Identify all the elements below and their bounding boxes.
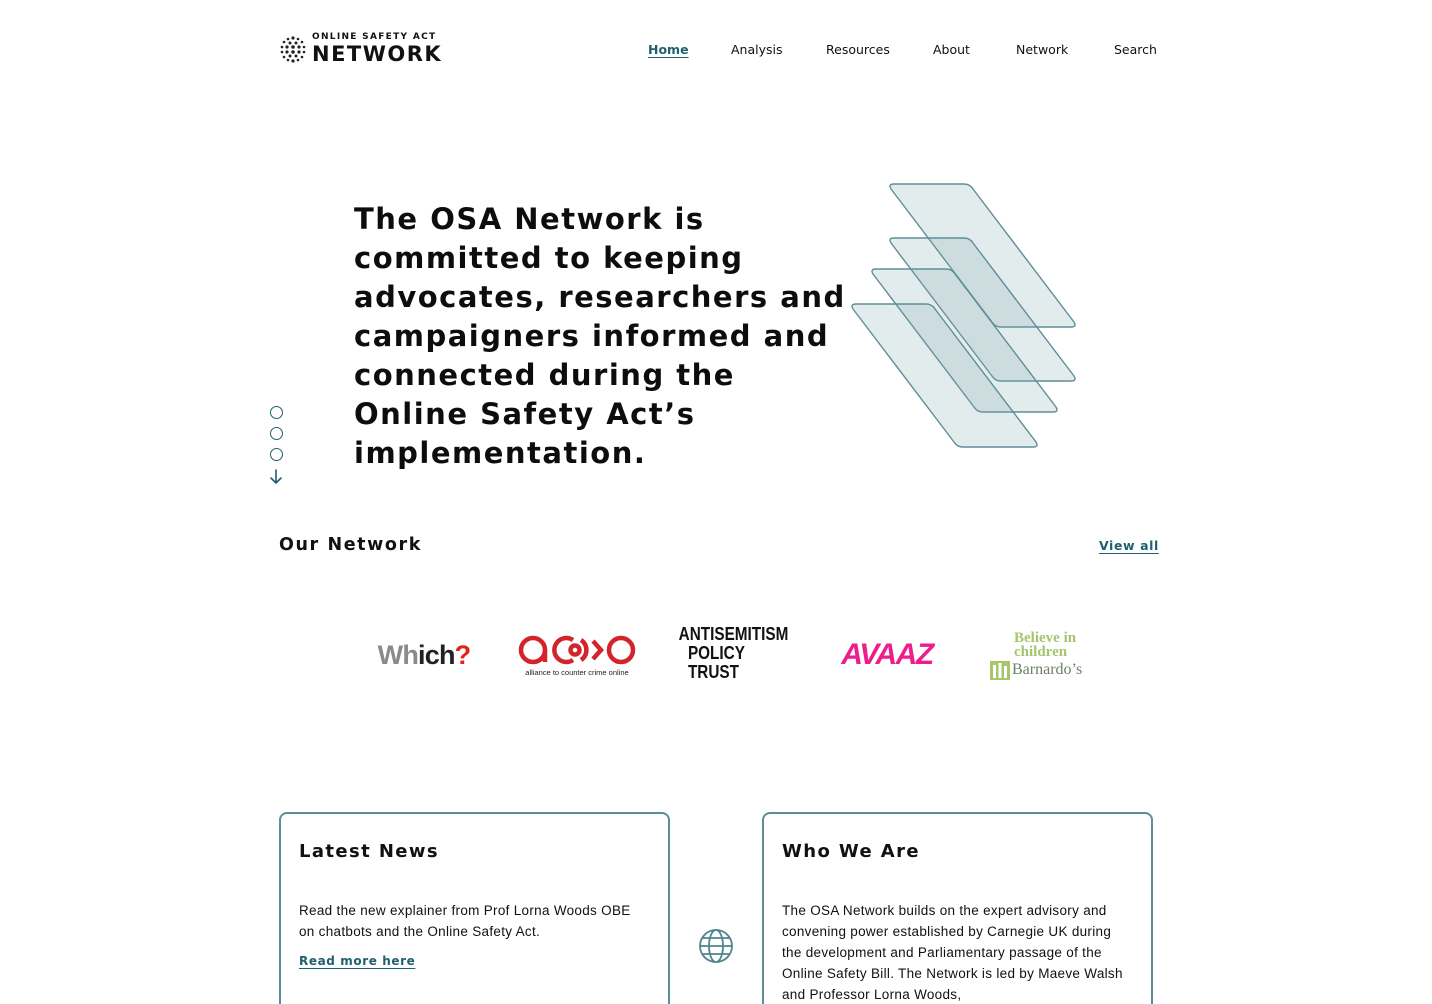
slide-pager bbox=[268, 406, 286, 485]
pager-dot-1[interactable] bbox=[270, 406, 283, 419]
partner-logos bbox=[0, 625, 1432, 685]
latest-news-title: Latest News bbox=[299, 841, 440, 862]
partner-acco-logo[interactable] bbox=[516, 625, 638, 685]
partner-apt-logo[interactable]: ANTISEMITISM POLICY TRUST bbox=[678, 624, 788, 682]
acco-tagline: alliance to counter crime online bbox=[525, 668, 629, 677]
partner-barnardos-logo[interactable]: Believe in children Barnardo’s bbox=[990, 625, 1094, 685]
view-all-link[interactable]: View all bbox=[1099, 538, 1159, 553]
who-we-are-body: The OSA Network builds on the expert advisory and convening power established by Carnegie UK during the development and Parliamentary passage of the Online Safety Bill. The Network is led by Maeve Walsh and Professor Lorna Woods, bbox=[782, 903, 1123, 1002]
main-nav bbox=[0, 42, 1432, 62]
latest-news-card bbox=[279, 812, 670, 1004]
who-we-are-card bbox=[762, 812, 1153, 1004]
who-we-are-title: Who We Are bbox=[782, 841, 921, 862]
network-section-title: Our Network bbox=[279, 535, 422, 555]
partner-avaaz-logo[interactable]: AVAAZ bbox=[841, 638, 933, 671]
nav-about[interactable]: About bbox=[933, 42, 970, 57]
latest-news-body: Read the new explainer from Prof Lorna Woods OBE on chatbots and the Online Safety Act. bbox=[299, 903, 631, 939]
arrow-down-icon[interactable] bbox=[268, 469, 284, 485]
pager-dot-3[interactable] bbox=[270, 448, 283, 461]
globe-icon bbox=[697, 927, 735, 965]
hero-layers-graphic bbox=[846, 180, 1082, 452]
pager-dot-2[interactable] bbox=[270, 427, 283, 440]
nav-network[interactable]: Network bbox=[1016, 42, 1069, 57]
read-more-link[interactable]: Read more here bbox=[299, 954, 416, 968]
hero-headline: The OSA Network is committed to keeping advocates, researchers and campaigners informed and connected during the Online Safety Act’s implementation. bbox=[354, 202, 846, 470]
nav-search[interactable]: Search bbox=[1114, 42, 1157, 57]
partner-which-logo[interactable]: Wh ich ? bbox=[377, 639, 471, 670]
acco-wordmark-icon bbox=[517, 633, 637, 667]
nav-resources[interactable]: Resources bbox=[826, 42, 890, 57]
nav-home[interactable]: Home bbox=[648, 42, 689, 57]
nav-analysis[interactable]: Analysis bbox=[731, 42, 783, 57]
logo-wordmark: NETWORK bbox=[312, 42, 443, 66]
barnardos-figures-icon bbox=[990, 661, 1010, 680]
logo-tagline: ONLINE SAFETY ACT bbox=[312, 32, 437, 42]
